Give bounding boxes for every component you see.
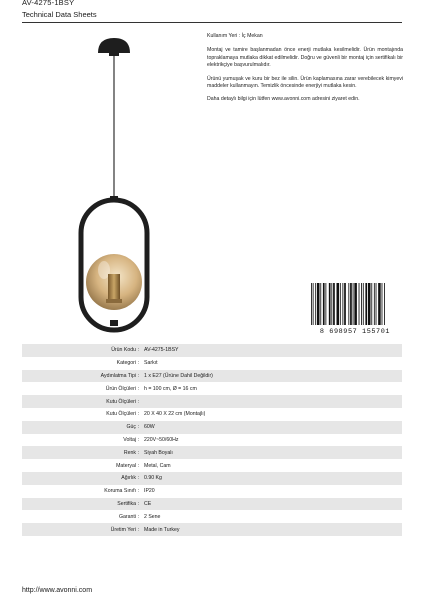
spec-row [22,370,402,383]
barcode-bar [344,283,346,325]
barcode-bar [350,283,352,325]
barcode-bar [313,283,314,325]
spec-separator: : [138,382,144,395]
spec-row [22,459,402,472]
barcode-bars [311,283,385,325]
spec-value [144,395,402,408]
spec-value: 220V~50/60Hz [144,434,402,447]
spec-row [22,446,402,459]
spec-separator: : [138,421,144,434]
barcode-bar [384,283,385,325]
footer-url[interactable]: http://www.avonni.com [22,587,93,594]
barcode-bar [353,283,354,325]
spec-label: Kutu Ölçüleri [22,408,138,421]
spec-value: 0.90 Kg [144,472,402,485]
usage-area-text: Kullanım Yeri : İç Mekan [207,33,263,39]
barcode-bar [315,283,316,325]
barcode-bar [354,283,357,325]
product-code-header: AV-4275-1BSY [22,0,75,7]
spec-separator: : [138,472,144,485]
spec-separator: : [138,344,144,357]
barcode-bar [323,283,325,325]
barcode-bar [378,283,381,325]
spec-value: 2 Sene [144,510,402,523]
barcode-bar [317,283,320,325]
spec-separator: : [138,498,144,511]
spec-row [22,510,402,523]
spec-label: Materyal [22,459,138,472]
cleaning-paragraph: Ürünü yumuşak ve kuru bir bez ile silin. Ürün kaplamasına zarar verebilecek kimyevi maddeler kullanmayın. Temizlik öncesinde enerjiyi mutlaka kesin. [207,75,403,90]
spec-row [22,434,402,447]
spec-value: Siyah Boyalı [144,446,402,459]
barcode-bar [333,283,335,325]
spec-label: Koruma Sınıfı [22,485,138,498]
website-paragraph: Daha detaylı bilgi için lütfen www.avonni.com adresini ziyaret edin. [207,96,360,103]
spec-value: Made in Turkey [144,523,402,536]
spec-row [22,421,402,434]
barcode-bar [359,283,360,325]
spec-separator: : [138,446,144,459]
document-title: Technical Data Sheets [22,10,97,19]
barcode-bar [376,283,377,325]
bottom-cap [110,320,118,326]
spec-row [22,395,402,408]
barcode-bar [340,283,341,325]
spec-label: Güç [22,421,138,434]
spec-label: Aydınlatma Tipi [22,370,138,383]
spec-value: IP20 [144,485,402,498]
spec-value: Sarkıt [144,357,402,370]
barcode-bar [329,283,331,325]
spec-value: 20 X 40 X 22 cm (Montajlı) [144,408,402,421]
spec-table [22,344,402,536]
barcode-bar [382,283,383,325]
header-divider [22,22,402,23]
spec-separator: : [138,523,144,536]
barcode-bar [374,283,375,325]
spec-label: Ürün Kodu [22,344,138,357]
spec-label: Sertifika [22,498,138,511]
spec-separator: : [138,357,144,370]
spec-separator: : [138,485,144,498]
spec-label: Kategori [22,357,138,370]
barcode-bar [371,283,372,325]
pendant-lamp-image [70,34,160,344]
usage-info [207,33,403,110]
spec-separator: : [138,459,144,472]
spec-label: Ürün Ölçüleri [22,382,138,395]
spec-row [22,344,402,357]
spec-separator: : [138,434,144,447]
barcode-bar [342,283,343,325]
spec-row [22,485,402,498]
barcode-bar [320,283,321,325]
spec-label: Kutu Ölçüleri [22,395,138,408]
barcode-digits: 8 698957 155701 [319,328,391,335]
barcode-bar [365,283,367,325]
canopy-ring [109,52,119,56]
barcode-bar [368,283,371,325]
lamp-holder [108,274,120,302]
spec-value: 1 x E27 (Ürüne Dahil Değildir) [144,370,402,383]
spec-row [22,357,402,370]
spec-value: AV-4275-1BSY [144,344,402,357]
spec-separator: : [138,510,144,523]
spec-label: Renk [22,446,138,459]
spec-row [22,382,402,395]
barcode [307,283,403,335]
barcode-bar [348,283,349,325]
spec-row [22,408,402,421]
spec-separator: : [138,408,144,421]
spec-label: Voltaj [22,434,138,447]
barcode-bar [361,283,362,325]
spec-separator: : [138,395,144,408]
safety-paragraph: Montaj ve tamire başlanmadan önce enerji mutlaka kesilmelidir. Ürün montajında topraklamaya mutlaka dikkat edilmelidir. Doğru ve güvenli bir montaj için sertifikalı bir elektrikçiye başvurulmalıdır. [207,47,403,69]
spec-value: 60W [144,421,402,434]
spec-row [22,523,402,536]
spec-value: Metal, Cam [144,459,402,472]
spec-row [22,498,402,511]
spec-label: Üretim Yeri [22,523,138,536]
spec-label: Garanti [22,510,138,523]
barcode-bar [331,283,332,325]
spec-value: CE [144,498,402,511]
barcode-bar [363,283,364,325]
barcode-bar [311,283,312,325]
ceiling-canopy [98,38,130,53]
barcode-bar [337,283,340,325]
spec-separator: : [138,370,144,383]
spec-value: h = 100 cm, Ø = 16 cm [144,382,402,395]
spec-row [22,472,402,485]
spec-label: Ağırlık [22,472,138,485]
barcode-bar [325,283,326,325]
